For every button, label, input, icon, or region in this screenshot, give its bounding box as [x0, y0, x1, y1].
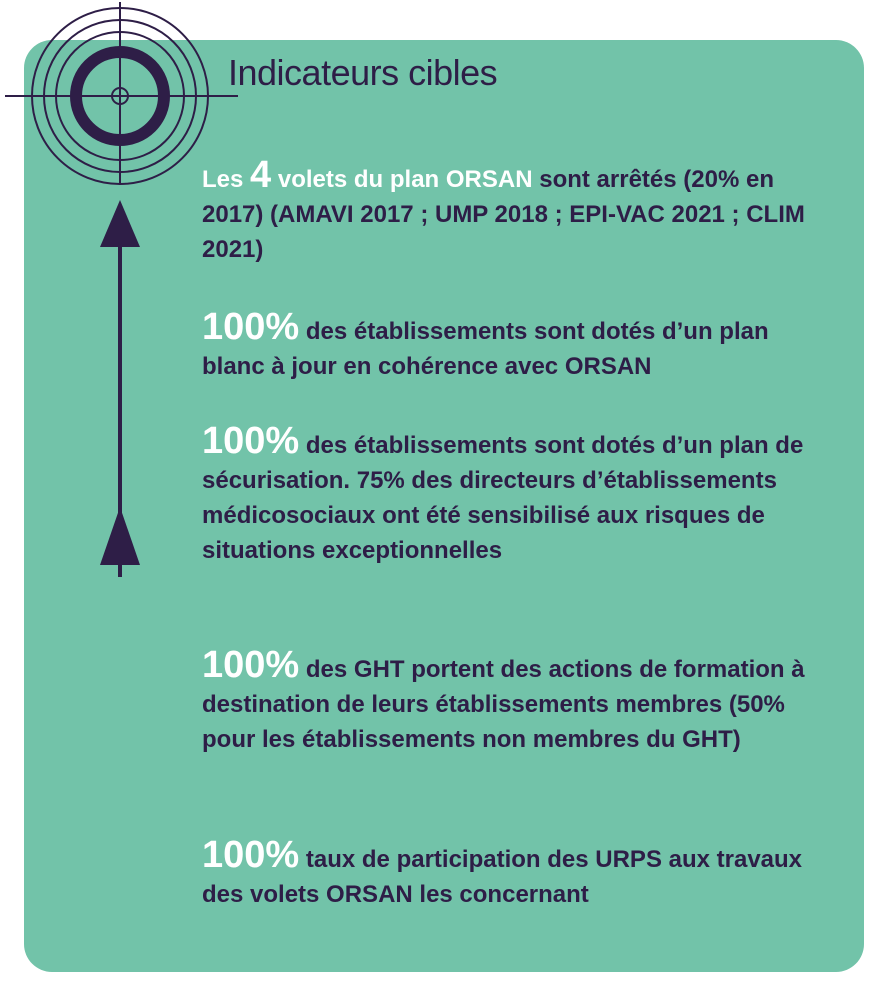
indicator-number: 100%: [202, 306, 300, 348]
indicator-number: 4: [250, 154, 272, 196]
indicator-text: taux de participation des URPS aux travaux des volets ORSAN les concernant: [202, 846, 803, 908]
indicator-text: des GHT portent des actions de formation à destination de leurs établissements membres (50% pour les établissements non membres du GHT): [202, 656, 805, 753]
indicator-text: sont arrêtés (20% en 2017) (AMAVI 2017 ; UMP 2018 ; EPI-VAC 2021 ; CLIM 2021): [202, 166, 805, 263]
page-title: Indicateurs cibles: [228, 52, 498, 93]
indicator-item-securisation: [202, 420, 832, 568]
indicator-item-urps: [202, 834, 832, 912]
indicator-prefix: Les: [202, 166, 251, 193]
indicator-item-plan-blanc: [202, 306, 832, 384]
indicator-text: des établissements sont dotés d’un plan blanc à jour en cohérence avec ORSAN: [202, 318, 769, 380]
indicator-item-ght-formation: [202, 644, 832, 757]
indicator-text: des établissements sont dotés d’un plan de sécurisation. 75% des directeurs d’établissements médicosociaux ont été sensibilisé aux risques de situations exceptionnelles: [202, 432, 804, 564]
double-headed-vertical-arrow-icon: [90, 195, 150, 580]
indicator-item-orsan-plans: [202, 154, 832, 267]
indicator-number: 100%: [202, 420, 300, 462]
indicator-number: 100%: [202, 834, 300, 876]
indicator-highlight: volets du plan ORSAN: [271, 166, 533, 193]
indicator-number: 100%: [202, 644, 300, 686]
